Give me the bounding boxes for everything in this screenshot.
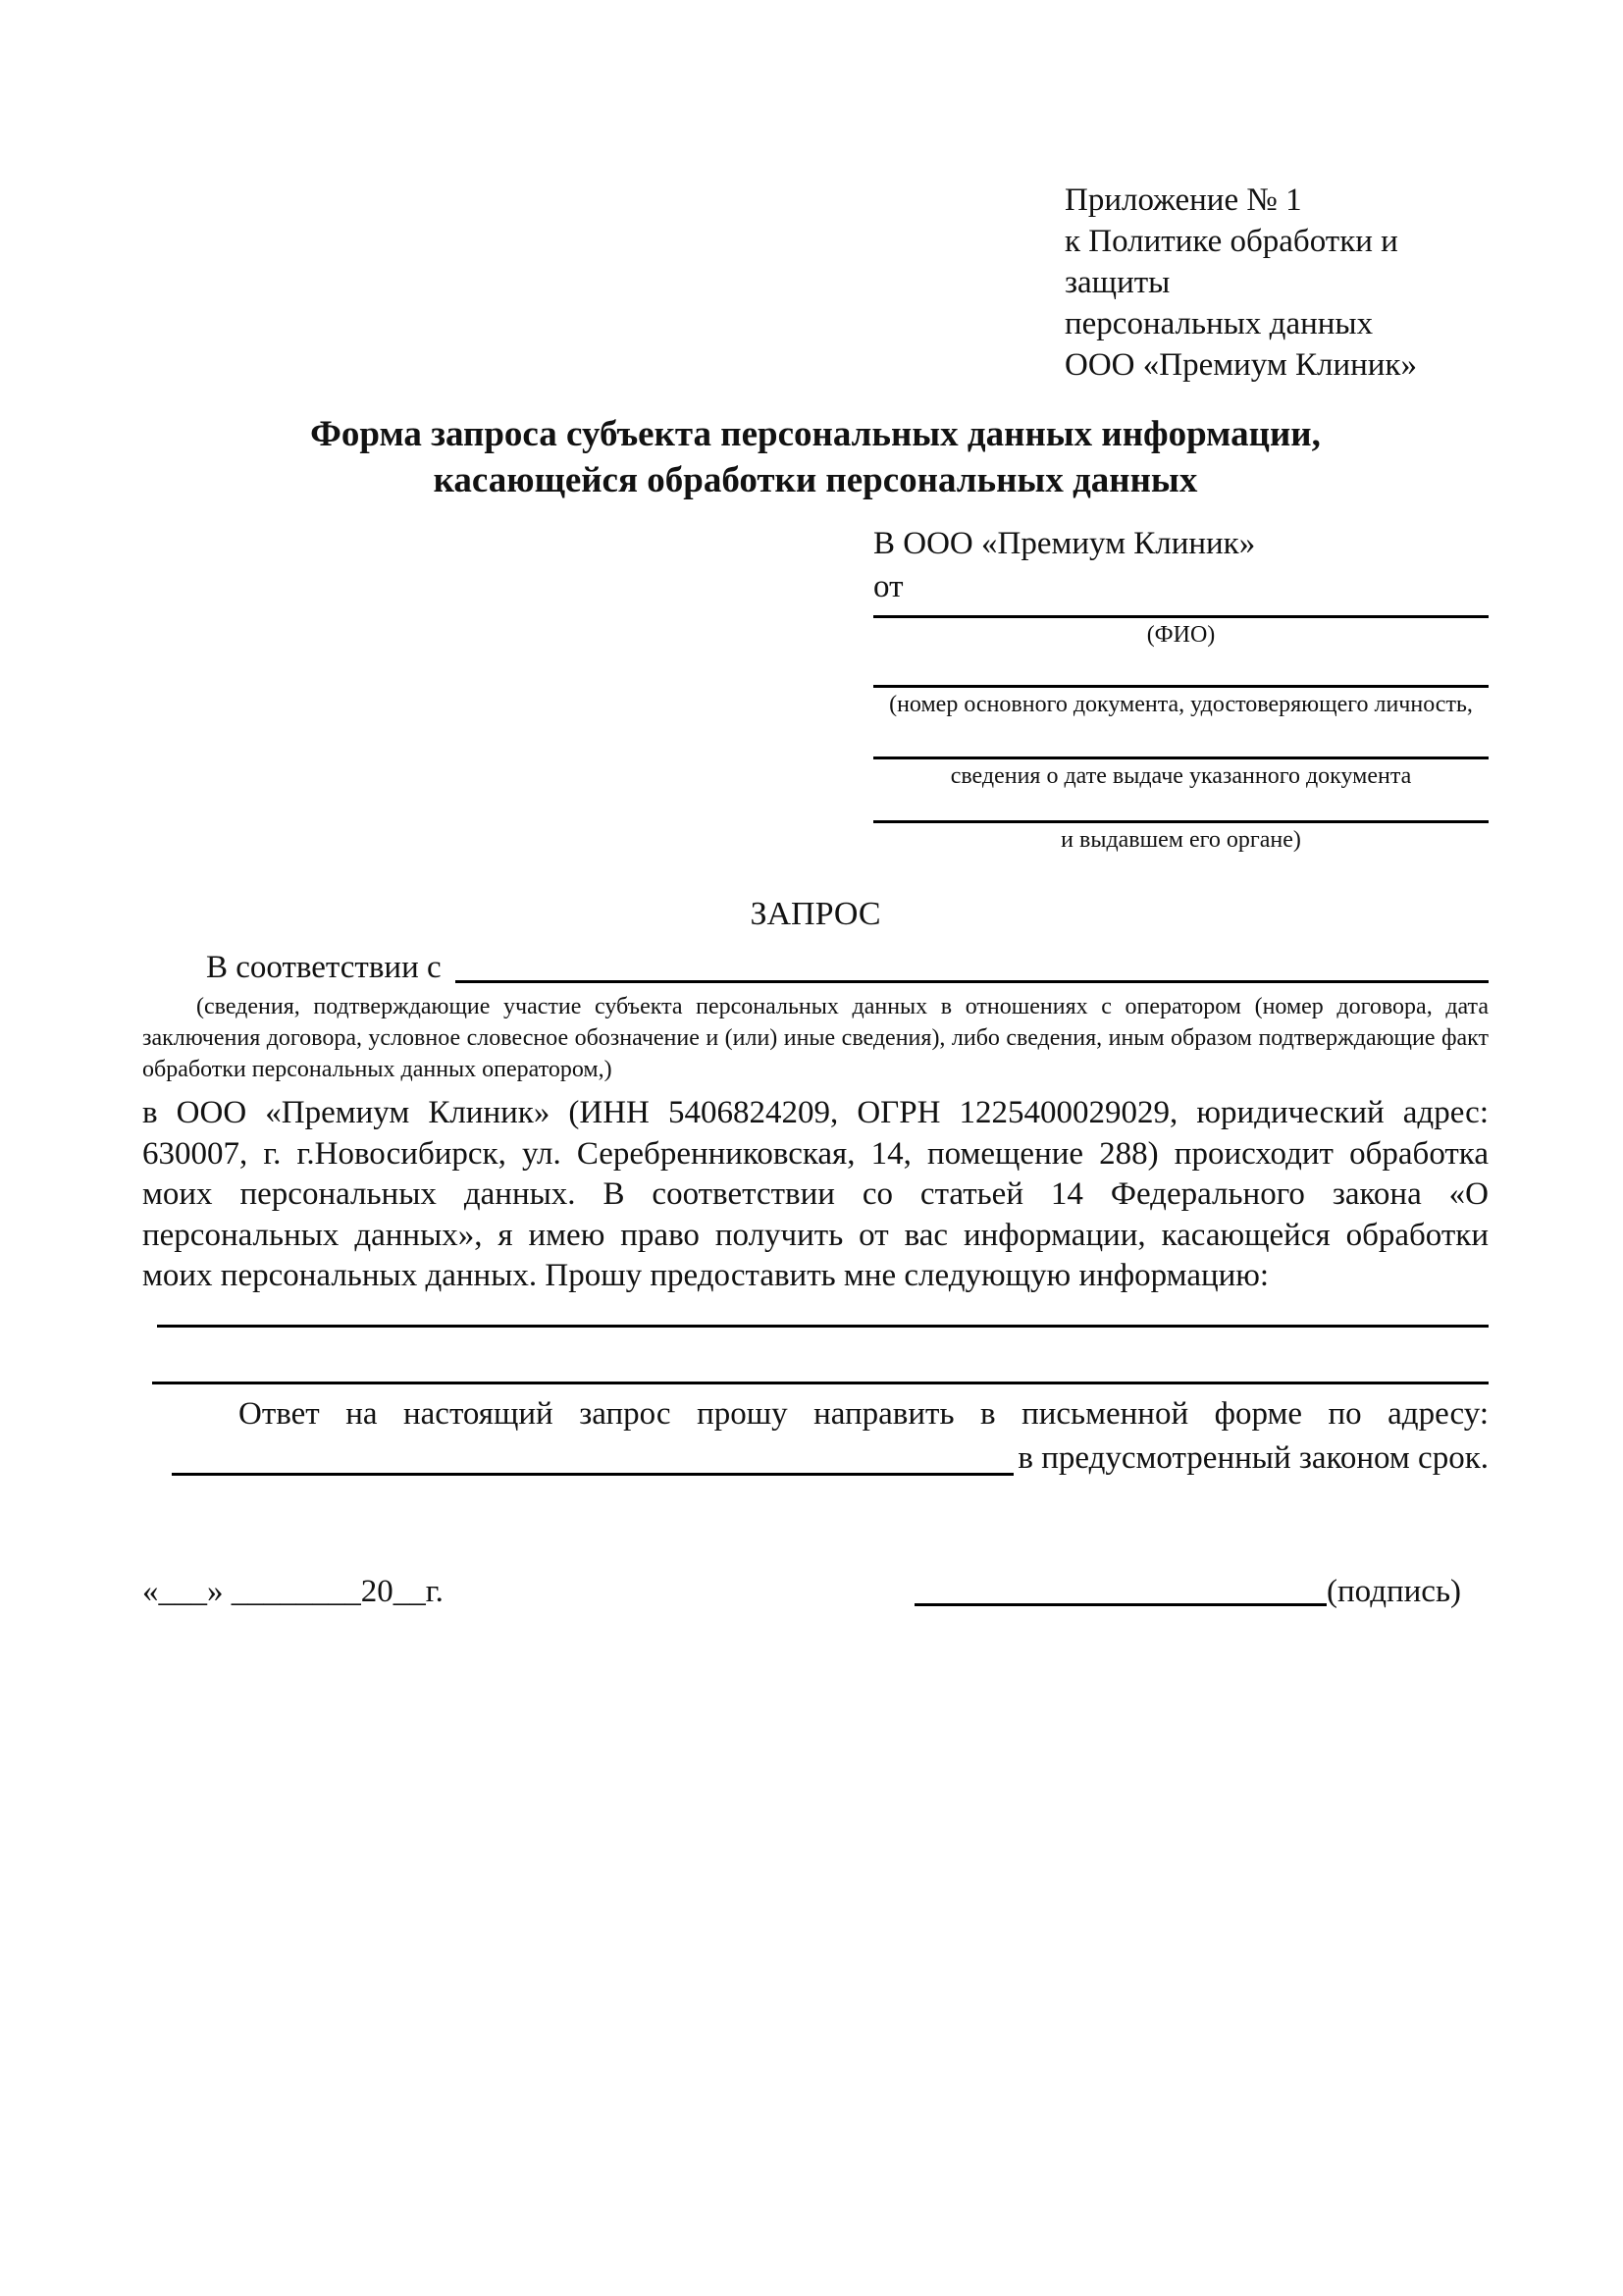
document-title-line: касающейся обработки персональных данных — [433, 460, 1198, 500]
document-issuer-field — [873, 820, 1489, 855]
addressee-from-label: от — [873, 569, 904, 604]
accordance-input-line[interactable] — [455, 980, 1489, 983]
document-issue-date-field — [873, 757, 1489, 791]
appendix-header-line: Приложение № 1 — [1065, 183, 1302, 218]
signature-group — [915, 1571, 1461, 1612]
accordance-row — [142, 947, 1489, 988]
request-body-paragraph: в ООО «Премиум Клиник» (ИНН 5406824209, ОГРН 1225400029029, юридический адрес: 630007, г. г.Новосибирск, ул. Серебренниковская, 14, помещение 288) происходит обработка моих персональных данных. В соответствии со статьей 14 Федерального закона «О персональных данных», я имею право получить от вас информации, касающейся обработки моих персональных данных. Прошу предоставить мне следующую информацию: — [142, 1095, 1489, 1293]
appendix-header-line: к Политике обработки и защиты — [1065, 224, 1398, 300]
document-issue-date-input-line[interactable] — [873, 757, 1489, 759]
signature-input-line[interactable] — [915, 1603, 1327, 1606]
delivery-tail-text: в предусмотренный законом срок. — [1018, 1439, 1489, 1476]
fio-field — [873, 615, 1489, 650]
document-number-input-line[interactable] — [873, 685, 1489, 688]
appendix-header-line: ООО «Премиум Клиник» — [1065, 347, 1417, 383]
document-title-line: Форма запроса субъекта персональных данных информации, — [310, 414, 1321, 454]
date-fill-in[interactable]: «___» ________20__г. — [142, 1573, 444, 1609]
requested-info-line-1[interactable] — [157, 1325, 1489, 1328]
delivery-sentence: Ответ на настоящий запрос прошу направить в письменной форме по адресу: — [238, 1395, 1489, 1432]
accordance-label: В соответствии с — [206, 950, 442, 985]
fio-caption: (ФИО) — [1146, 622, 1216, 648]
delivery-address-row — [142, 1436, 1489, 1481]
document-issue-date-caption: сведения о дате выдаче указанного документа — [950, 763, 1412, 789]
requested-info-line-2[interactable] — [152, 1382, 1489, 1384]
document-number-caption: (номер основного документа, удостоверяющего личность, — [889, 692, 1473, 717]
addressee-to: В ООО «Премиум Клиник» — [873, 526, 1256, 561]
appendix-header-line: персональных данных — [1065, 306, 1374, 341]
document-title — [142, 411, 1489, 503]
signature-caption: (подпись) — [1327, 1573, 1461, 1609]
date-signature-row — [142, 1571, 1489, 1612]
delivery-address-input-line[interactable] — [172, 1473, 1014, 1476]
addressee-block — [873, 523, 1489, 855]
document-number-field — [873, 685, 1489, 719]
appendix-header — [1065, 180, 1489, 386]
document-issuer-caption: и выдавшем его органе) — [1061, 827, 1301, 853]
request-heading: ЗАПРОС — [750, 896, 881, 932]
fio-input-line[interactable] — [873, 615, 1489, 618]
accordance-footnote: (сведения, подтверждающие участие субъекта персональных данных в отношениях с оператором (номер договора, дата заключения договора, условное словесное обозначение и (или) иные сведения), либо сведения, иным образом подтверждающие факт обработки персональных данных оператором,) — [142, 994, 1489, 1082]
document-issuer-input-line[interactable] — [873, 820, 1489, 823]
